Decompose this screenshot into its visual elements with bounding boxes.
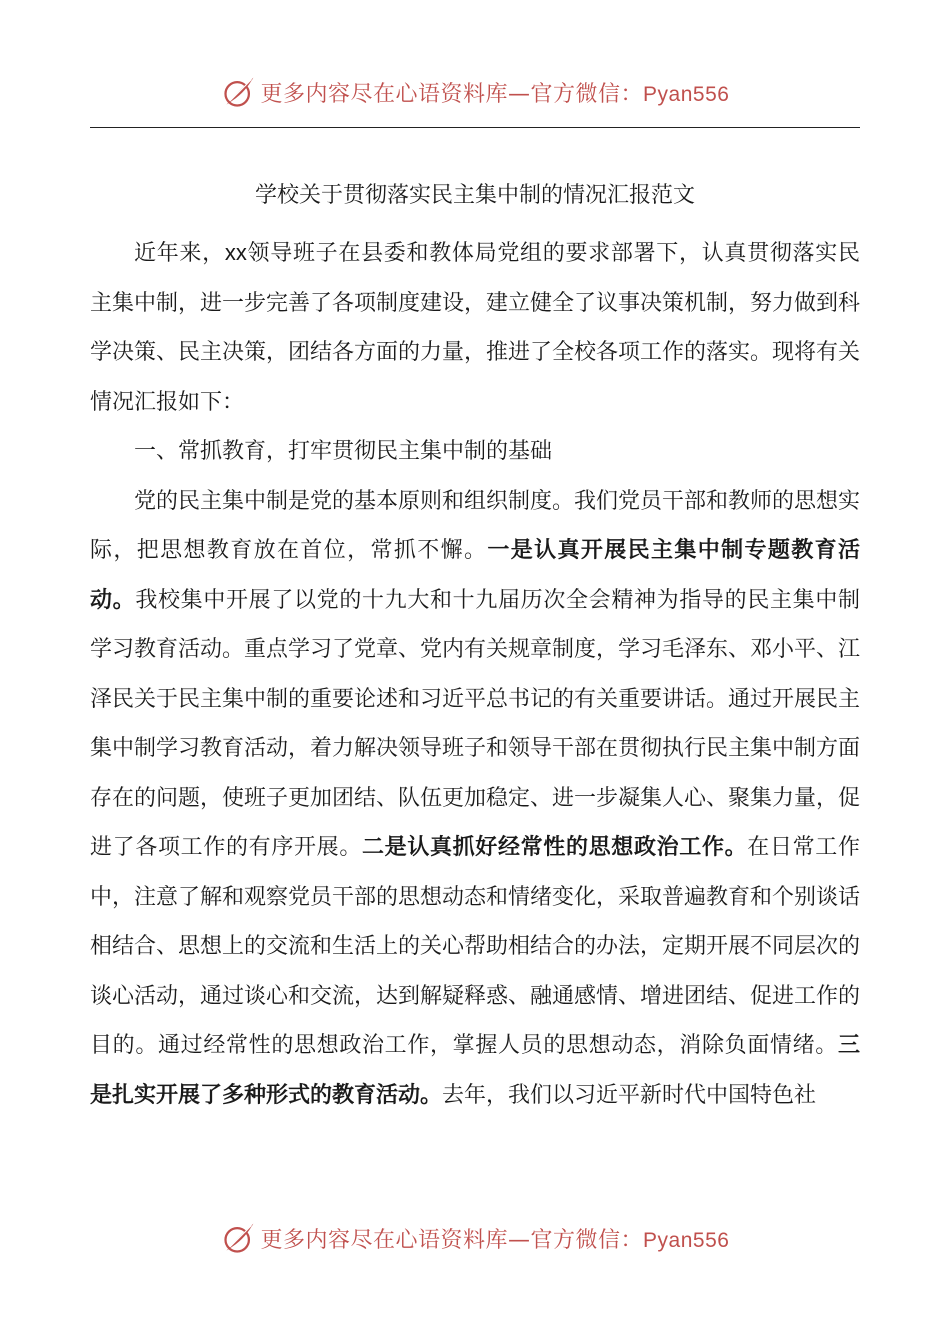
bold-point-2: 二是认真抓好经常性的思想政治工作。 xyxy=(361,834,748,860)
footer-banner xyxy=(0,1216,950,1260)
bold-point-3: 三是扎实开展了多种形式的教育活动。 xyxy=(90,1032,860,1108)
header-banner xyxy=(0,70,950,114)
header-banner-text: 更多内容尽在心语资料库—官方微信：Pyan556 xyxy=(260,81,730,107)
quill-logo-icon xyxy=(221,1220,257,1256)
bold-point-1: 一是认真开展民主集中制专题教育活动。 xyxy=(90,537,860,613)
header-divider xyxy=(90,127,860,128)
body-paragraph: 党的民主集中制是党的基本原则和组织制度。我们党员干部和教师的思想实际，把思想教育放在首位，常抓不懈。一是认真开展民主集中制专题教育活动。我校集中开展了以党的十九大和十九届历次全会精神为指导的民主集中制学习教育活动。重点学习了党章、党内有关规章制度，学习毛泽东、邓小平、江泽民关于民主集中制的重要论述和习近平总书记的有关重要讲话。通过开展民主集中制学习教育活动，着力解决领导班子和领导干部在贯彻执行民主集中制方面存在的问题，使班子更加团结、队伍更加稳定、进一步凝集人心、聚集力量，促进了各项工作的有序开展。二是认真抓好经常性的思想政治工作。在日常工作中，注意了解和观察党员干部的思想动态和情绪变化，采取普遍教育和个别谈话相结合、思想上的交流和生活上的关心帮助相结合的办法，定期开展不同层次的谈心活动，通过谈心和交流，达到解疑释惑、融通感情、增进团结、促进工作的目的。通过经常性的思想政治工作，掌握人员的思想动态，消除负面情绪。三是扎实开展了多种形式的教育活动。去年，我们以习近平新时代中国特色社 xyxy=(90,488,861,1108)
document-body xyxy=(90,228,860,1120)
intro-paragraph: 近年来，xx领导班子在县委和教体局党组的要求部署下，认真贯彻落实民主集中制，进一步完善了各项制度建设，建立健全了议事决策机制，努力做到科学决策、民主决策，团结各方面的力量，推进了全校各项工作的落实。现将有关情况汇报如下： xyxy=(90,240,861,415)
quill-logo-icon xyxy=(221,74,257,110)
document-title: 学校关于贯彻落实民主集中制的情况汇报范文 xyxy=(254,183,695,208)
footer-banner-text: 更多内容尽在心语资料库—官方微信：Pyan556 xyxy=(260,1227,730,1253)
section-heading: 一、常抓教育，打牢贯彻民主集中制的基础 xyxy=(134,439,553,464)
